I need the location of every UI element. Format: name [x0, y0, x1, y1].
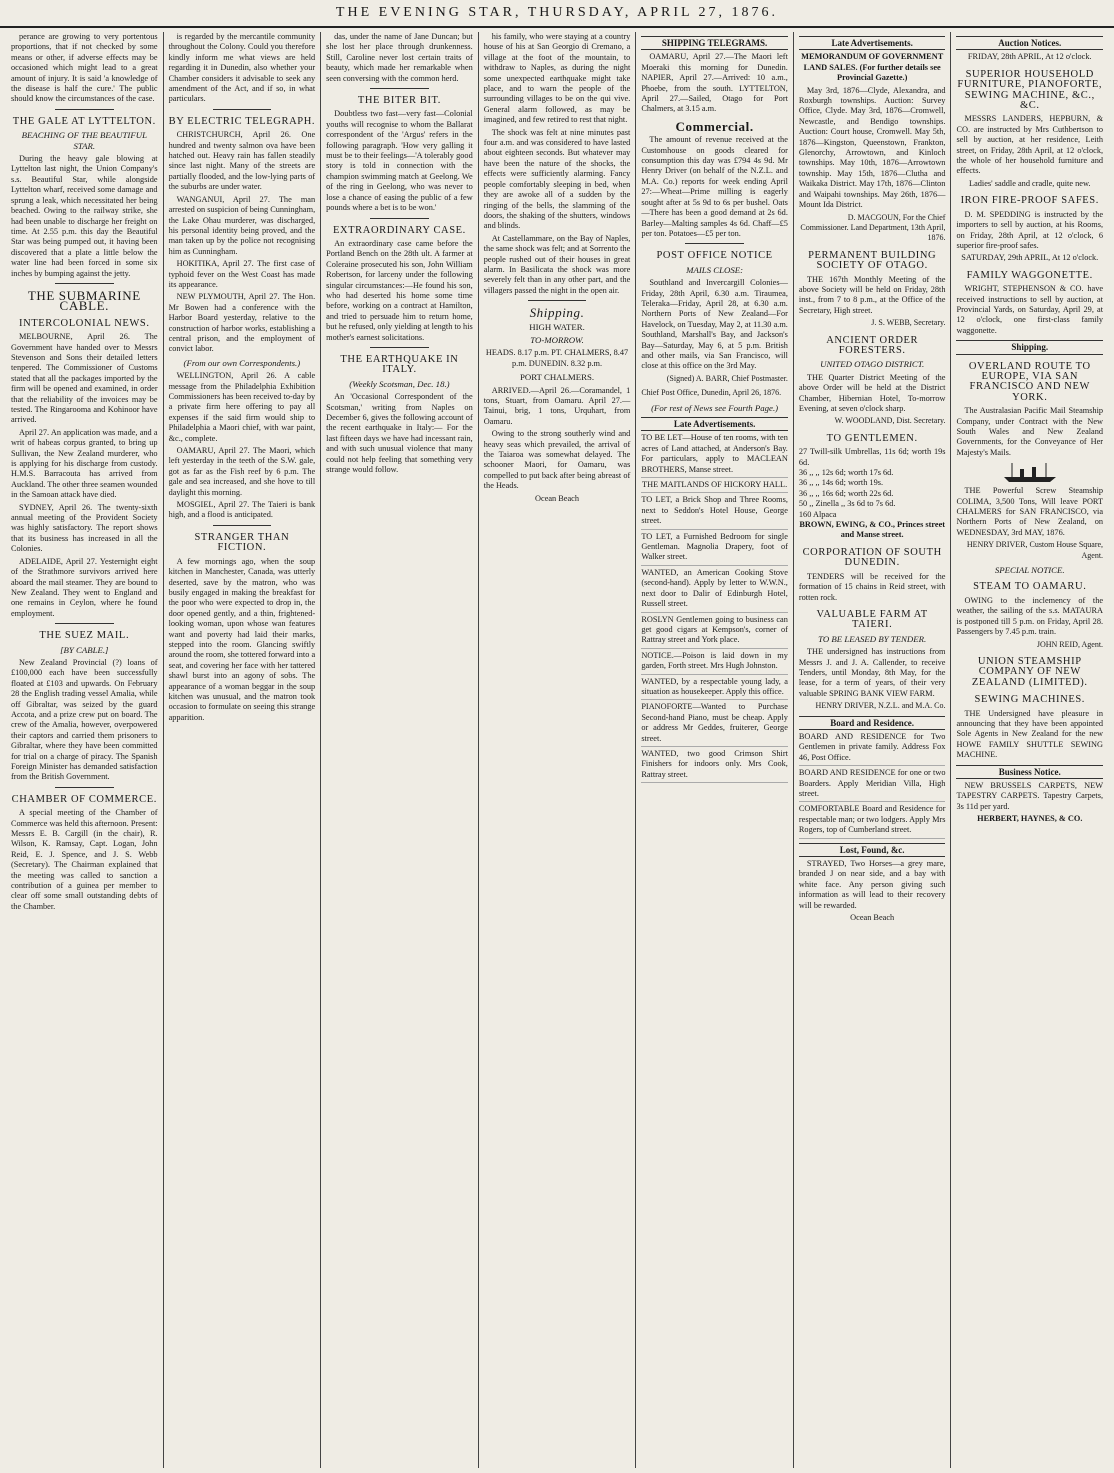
column-5: [636, 32, 794, 1468]
headline-intercolonial: INTERCOLONIAL NEWS.: [19, 317, 150, 329]
headline-late-ads: Late Advertisements.: [799, 36, 946, 50]
headline-corporation: CORPORATION OF SOUTH DUNEDIN.: [802, 546, 942, 569]
subhead-gale: BEACHING OF THE BEAUTIFUL STAR.: [21, 130, 147, 151]
memo-title: MEMORANDUM OF GOVERNMENT LAND SALES. (For further details see Provincial Gazette.): [801, 52, 944, 83]
article-text: NEW BRUSSELS CARPETS, NEW TAPESTRY CARPETS. Tapestry Carpets, 3s 11d per yard.: [956, 780, 1104, 811]
classified-ad: NOTICE.—Poison is laid down in my garden, Forth street. Mrs Hugh Johnston.: [641, 651, 788, 675]
article-text: STRAYED, Two Horses—a grey mare, branded J on near side, and a bay with white face. Any person giving such information as will lead to their recovery will be rewarded.: [798, 859, 946, 910]
headline-business: Business Notice.: [956, 765, 1103, 779]
price-row: 36 ,, ,, 16s 6d; worth 22s 6d.: [798, 488, 894, 498]
price-row: 36 ,, ,, 12s 6d; worth 17s 6d.: [798, 468, 894, 478]
footer-text: Ocean Beach: [850, 913, 895, 923]
continued-note: (For rest of News see Fourth Page.): [651, 402, 779, 413]
article-text: A few mornings ago, when the soup kitchen in Manchester, Canada, was utterly deserted, save by the matron, who was busily engaged in making the breakfast for the poor who were expected to drop in, the door opened gently, and a thin, frightened-looking woman, upon whose wan features want and poverty had laid their marks, stepped into the room. Glancing swiftly around the room, she tottered forward into a seat, and covering her face with her tattered shawl burst into an agony of sobs. The appearance of a woman beggar in the soup kitchen was unusual, and the matron took occasion to formulate on seeing this strange apparition.: [168, 556, 316, 722]
article-text: Ladies' saddle and cradle, quite new.: [969, 178, 1091, 188]
article-text: his family, who were staying at a country house of his at San Georgio di Cremano, a village at the foot of the mountain, to withdraw to Naples, as during the night some unexpected earthquake might take place, and to warn the people of the surrounding villages to be on the qui vive. General alarm followed, as may be imagined, and few retired to rest that night.: [483, 32, 631, 125]
subhead-high-water: HIGH WATER.: [529, 321, 585, 332]
signature: J. S. WEBB, Secretary.: [871, 318, 946, 328]
article-text: April 27. An application was made, and a writ of habeas corpus granted, to bring up Sullivan, the New Zealand murderer, who is applying for his discharge from custody. H.M.S. Barracouta has arrived from Auckland. The other three seamen wounded in the Samoan attack have died.: [11, 427, 158, 500]
article-text: ARRIVED.—April 26.—Coramandel, 1 tons, Stuart, from Oamaru. April 27.—Tainui, brig, 1 tons, Urquhart, from Oamaru.: [483, 385, 631, 426]
subhead-correspondents: (From our own Correspondents.): [183, 357, 301, 368]
column-3: [321, 32, 479, 1468]
article-text: das, under the name of Jane Duncan; but she lost her place through drunkenness. Still, Caroline never lost certain traits of beauty, which made her remarkable when seen conversing with the common herd.: [326, 32, 473, 83]
article-text: HOKITIKA, April 27. The first case of typhoid fever on the West Coast has made its appearance.: [168, 259, 316, 289]
article-text: MOSGIEL, April 27. The Taieri is bank high, and a flood is anticipated.: [168, 500, 316, 520]
subhead-mails: MAILS CLOSE:: [686, 264, 744, 275]
article-text: CHRISTCHURCH, April 26. One hundred and twenty salmon ova have been hatched out. Heavy rain has fallen steadily since last night. Many of the streets are partially flooded, and the low-lying parts of the suburbs are under water.: [168, 130, 316, 192]
advertiser-name: BROWN, EWING, & CO., Princes street and Manse street.: [799, 520, 946, 540]
masthead: THE EVENING STAR, THURSDAY, APRIL 27, 1876.: [0, 0, 1114, 28]
headline-shipping-telegrams: SHIPPING TELEGRAMS.: [641, 36, 788, 50]
headline-telegraph: BY ELECTRIC TELEGRAPH.: [168, 115, 316, 127]
headline-shipping: Shipping.: [956, 340, 1103, 354]
article-text: OAMARU, April 27. The Maori, which left yesterday in the teeth of the S.W. gale, got as far as the Fish reef by 6 p.m. The gale and sea increased, and she hove to till daylight this morning.: [168, 446, 316, 497]
footer-text: Ocean Beach: [535, 493, 580, 503]
headline-earthquake: THE EARTHQUAKE IN ITALY.: [340, 353, 459, 376]
classified-ad: BOARD AND RESIDENCE for Two Gentlemen in private family. Address Fox 46, Post Office.: [799, 732, 946, 766]
article-text: MELBOURNE, April 26. The Government have handed over to Messrs Stevenson and Sons their detailed letters tenpered. The Commissioner of Customs stated that all the packages imported by the firm will be opened and examined, in order that the reliability of the invoices may be tested. The Ringarooma and Kohinoor have arrived.: [11, 332, 158, 425]
headline-safes: IRON FIRE-PROOF SAFES.: [960, 195, 1099, 207]
article-text: THE Undersigned have pleasure in announcing that they have been appointed Sole Agents in New Zealand for the new HOWE FAMILY SHUTTLE SEWING MACHINE.: [956, 708, 1104, 760]
article-text: WRIGHT, STEPHENSON & CO. have received instructions to sell by auction, at Provincial Yards, on Saturday, April 29, at 12 o'clock, one first-class family waggonette.: [956, 284, 1104, 335]
headline-shipping: Shipping.: [529, 305, 585, 321]
article-text: WELLINGTON, April 26. A cable message from the Philadelphia Exhibition Commissioners has been received to-day by a private firm here offering to pay all expenses if the said firm would ship to Philadelphia a Maori chief, with war paint, &c., complete.: [168, 371, 316, 443]
article-text: An extraordinary case came before the Portland Bench on the 28th ult. A farmer at Coleraine prosecuted his son, John William Robertson, for larceny under the following singular circumstances:—He found his son, who had deserted his home some time before, working on a contract at Hamilton, and tried to persuade him to return home, but he refused, only yielding at length to his mother's earnest solicitations.: [326, 238, 473, 342]
classified-ad: THE MAITLANDS OF HICKORY HALL.: [641, 480, 788, 493]
classified-ad: TO LET, a Brick Shop and Three Rooms, next to Seddon's Hotel House, George street.: [641, 495, 788, 529]
dateline: Chief Post Office, Dunedin, April 26, 1876.: [641, 388, 782, 398]
newspaper-page: [0, 28, 1114, 1472]
classified-ad: COMFORTABLE Board and Residence for respectable man; or two lodgers. Apply Mrs Rogers, top of Cumberland street.: [799, 804, 946, 838]
price-row: 50 ,, Zinella ,, 3s 6d to 7s 6d.: [798, 499, 896, 509]
article-text: SYDNEY, April 26. The twenty-sixth annual meeting of the Provident Society was highly satisfactory. The report shows that its business has increased in all the Colonies.: [11, 502, 158, 554]
signature: D. MACGOUN, For the Chief Commissioner. Land Department, 13th April, 1876.: [800, 212, 946, 243]
article-text: At Castellammare, on the Bay of Naples, the same shock was felt; and at Sorrento the people rushed out of their houses in great alarm. In Basilicata the shock was more severely felt than in any other part, and the villagers passed the night in the open air.: [483, 233, 631, 295]
article-text: During the heavy gale blowing at Lyttelton last night, the Union Company's s.s. Beautiful Star, while alongside Lyttelton wharf, received some damage and sprung a leak, which necessitated her being beached. Owing to the railway strike, she had been unable to discharge her freight on time. At 2.55 p.m. this day the Beautiful Star was being pumped out, it having been discovered that a plate a little below the water line had been forced in some six inches by bumping against the jetty.: [11, 154, 158, 278]
article-text: New Zealand Provincial (?) loans of £100,000 each have been successfully floated at £103 and upwards. On February 28 the English trading vessel Amalia, while off Gibraltar, was seized by the guard Accota, and a prize crew put on board. The crew of the Amalia, however, overpowered their captors and carried them prisoners to Gibraltar, where they have been committed for trial on a charge of piracy. The Spanish Foreign Minister has demanded satisfaction from the British Government.: [11, 657, 158, 782]
headline-commercial: Commercial.: [675, 118, 754, 134]
auction-date: FRIDAY, 28th APRIL, At 12 o'clock.: [967, 52, 1092, 62]
signature: HENRY DRIVER, Custom House Square, Agent.: [966, 540, 1104, 560]
headline-cable: THE SUBMARINE CABLE.: [27, 287, 141, 314]
classified-ad: WANTED, an American Cooking Stove (second-hand). Apply by letter to W.W.N., next door to Dalir of Edinburgh Hotel, Russell street.: [641, 568, 788, 613]
subhead-special: SPECIAL NOTICE.: [994, 565, 1065, 576]
auction-date: SATURDAY, 29th APRIL, At 12 o'clock.: [961, 253, 1099, 263]
headline-steam: STEAM TO OAMARU.: [973, 581, 1087, 593]
column-6: [794, 32, 952, 1468]
headline-union: UNION STEAMSHIP COMPANY OF NEW ZEALAND (LIMITED).: [971, 655, 1088, 688]
headline-biter: THE BITER BIT.: [357, 95, 442, 107]
headline-gale: THE GALE AT LYTTELTON.: [12, 115, 156, 127]
subhead-port: PORT CHALMERS.: [519, 372, 595, 383]
headline-suez: THE SUEZ MAIL.: [39, 630, 130, 642]
article-text: D. M. SPEDDING is instructed by the importers to sell by auction, at his Rooms, on Friday, 28th April, at 12 o'clock, 6 superior fire-proof safes.: [956, 209, 1104, 250]
advertiser-name: HERBERT, HAYNES, & CO.: [977, 814, 1083, 824]
headline-farm: VALUABLE FARM AT TAIERI.: [816, 608, 928, 631]
headline-extraordinary: EXTRAORDINARY CASE.: [332, 224, 466, 236]
headline-sewing: SEWING MACHINES.: [974, 694, 1086, 706]
subhead-earthquake: (Weekly Scotsman, Dec. 18.): [349, 378, 450, 389]
subhead-tomorrow: TO-MORROW.: [530, 334, 584, 345]
subhead-suez: [BY CABLE.]: [60, 644, 109, 655]
article-text: OAMARU, April 27.—The Maori left Moeraki this morning for Dunedin. NAPIER, April 27.—Arrived: 10 a.m., Phoebe, from the south. LYTTELTON, April 27.—Sailed, Otago for Port Chalmers, at 3.15 a.m.: [641, 52, 788, 114]
article-text: MESSRS LANDERS, HEPBURN, & CO. are instructed by Mrs Cuthbertson to sell by auction, at her residence, Leith street, on Friday, 28th April, at 12 o'clock, the whole of her household furniture and effects.: [956, 114, 1104, 176]
article-text: Southland and Invercargill Colonies—Friday, 28th April, 6.30 a.m. Tiraumea, Teleraka—Friday, April 28, at 6.30 a.m. Northern Ports of New Zealand—For Havelock, on Tuesday, May 2, at 11.30 a.m. Southland, Marshall's Bay, and Jackson's Bay—Saturday, May 6, at 5 p.m. British and other mails, via San Francisco, will close at this office on the 3rd May.: [641, 278, 788, 371]
article-text: THE 167th Monthly Meeting of the above Society will be held on Friday, 28th inst., from 7 to 8 p.m., at the Office of the Secretary, High street.: [798, 274, 946, 315]
signature: (Signed) A. BARR, Chief Postmaster.: [666, 373, 788, 383]
classified-ad: PIANOFORTE—Wanted to Purchase Second-hand Piano, must be cheap. Apply or address Mr Geddes, fruiterer, George street.: [641, 702, 788, 747]
headline-chamber: CHAMBER OF COMMERCE.: [11, 793, 157, 805]
article-text: The Australasian Pacific Mail Steamship Company, under Contract with the New South Wales and New Zealand Governments, for the Conveyance of Her Majesty's Mails.: [956, 406, 1104, 457]
signature: JOHN REID, Agent.: [1036, 639, 1104, 649]
price-row: 27 Twill-silk Umbrellas, 11s 6d; worth 19s 6d.: [798, 447, 946, 467]
article-text: May 3rd, 1876—Clyde, Alexandra, and Roxburgh townships. Auction: Survey Office, Clyde. May 3rd, 1876—Cromwell, Newcastle, and Bendigo townships. Auction: Court house, Cromwell. May 5th, 1876—Kingston, Queenstown, Frankton, Glenorchy, Arrowtown, and Kinloch townships. May 10th, 1876—Arrowtown township. May 15th, 1876—Clutha and Waikaka District. May 17th, 1876—Clinton and Waipahi townships. May 26th, 1876—Mount Ida District.: [798, 85, 946, 210]
article-text: A special meeting of the Chamber of Commerce was held this afternoon. Present: Messrs E. B. Cargill (in the chair), R. Wilson, K. Ramsay, Capt. Logan, John Reid, E. J. Spence, and J. S. Webb (Secretary). The Chairman explained that the meeting was called to sanction a contribution of a guinea per member to clear off some small outstanding debts of the Chamber.: [11, 808, 158, 911]
article-text: perance are growing to very portentous proportions, that if not checked by some means or other, if adverse effects may be occasioned which might lead to a great amount of injury. It is said 'a knowledge of the disease is half the cure.' The public should know the circumstances of the case.: [11, 32, 158, 104]
article-text: The shock was felt at nine minutes past four a.m. and was considered to have lasted about eighteen seconds. But whatever may have been the nature of the shocks, the effects were sufficiently alarming. Fancy people comfortably sleeping in bed, when they are awoke all of a sudden by the ringing of the bells, the slamming of the doors, the shaking of the shutters, windows and blinds.: [483, 127, 631, 231]
classified-ad: BOARD AND RESIDENCE for one or two Boarders. Apply Meridian Villa, High street.: [799, 768, 946, 802]
headline-foresters: ANCIENT ORDER FORESTERS.: [826, 334, 919, 356]
column-1: [6, 32, 164, 1468]
article-text: ADELAIDE, April 27. Yesternight eight of the Strathmore survivors arrived here aboard the mail steamer. They are bound to New Zealand. They went to England and one remains in Ceylon, where he found employment.: [11, 556, 158, 618]
article-text: THE Quarter District Meeting of the above Order will be held at the District Chamber, Hibernian Hotel, To-morrow Evening, at seven o'clock sharp.: [798, 372, 946, 413]
column-4: [479, 32, 637, 1468]
classified-ad: TO BE LET—House of ten rooms, with ten acres of Land attached, at Anderson's Bay. For particulars, apply to MACLEAN BROTHERS, Manse street.: [641, 433, 788, 478]
headline-building-society: PERMANENT BUILDING SOCIETY OF OTAGO.: [808, 249, 937, 272]
classified-ad: ROSLYN Gentlemen going to business can get good cigars at Kempson's, corner of Rattray street and York place.: [641, 615, 788, 649]
article-text: An 'Occasional Correspondent of the Scotsman,' writing from Naples on December 6, gives the following account of the recent earthquake in Italy:— For the last fifteen days we have had incessant rain, and with such unusual violence that many could not help feeling that something very strange would follow.: [326, 392, 473, 475]
article-text: Owing to the strong southerly wind and heavy seas which prevailed, the arrival of the Taiaroa was somewhat delayed. The schooner Maori, for Oamaru, was compelled to put back after being abreast of the Heads.: [483, 429, 631, 491]
article-text: THE Powerful Screw Steamship COLIMA, 3,500 Tons, Will leave PORT CHALMERS for SAN FRANCISCO, via Northern Ports of New Zealand, on WEDNESDAY, 3rd MAY, 1876.: [956, 486, 1104, 537]
column-2: [164, 32, 322, 1468]
classified-ad: WANTED, by a respectable young lady, a situation as housekeeper. Apply this office.: [641, 677, 788, 701]
article-text: is regarded by the mercantile community throughout the Colony. Could you therefore kindly inform me what views are held regarding it in Dunedin, also whether your Chamber considers it advisable to seek any amendment of the Act, and if so, in what particulars.: [168, 32, 316, 104]
headline-gentlemen: TO GENTLEMEN.: [826, 432, 918, 444]
column-7: [951, 32, 1108, 1468]
headline-lost: Lost, Found, &c.: [799, 843, 946, 857]
article-text: OWING to the inclemency of the weather, the sailing of the s.s. MATAURA is postponed till 5 p.m. on Friday, April 28. Passengers by 7.45 p.m. train.: [956, 595, 1104, 637]
article-text: THE undersigned has instructions from Messrs J. and J. A. Callender, to receive Tenders, until Monday, 8th May, for the lease, for a term of years, of their very valuable SPRING BANK VIEW FARM.: [798, 647, 946, 698]
article-text: Doubtless two fast—very fast—Colonial youths will recognise to whom the Ballarat correspondent of the 'Argus' refers in the following paragraph. 'How very galling it must be to their feelings—'A tolerably good story is told in connection with the champion swimming match at Geelong. We of the ring in Geelong, who was never to lose a chance of easing the public of a few pounds where a bet is to be won.': [326, 109, 473, 213]
article-text: TENDERS will be received for the formation of 15 chains in Reid street, with rotten rock.: [798, 571, 946, 602]
price-row: 160 Alpaca: [798, 509, 837, 519]
classified-ad: WANTED, two good Crimson Shirt Finishers for indoors only. Mrs Cook, Rattray street.: [641, 749, 788, 783]
headline-post-office: POST OFFICE NOTICE: [656, 250, 773, 262]
article-text: The amount of revenue received at the Customhouse on goods cleared for consumption this day was £794 4s 9d. Mr Henry Driver (on behalf of the N.Z.L. and M.A. Co.) reports for week ending April 27:—Wheat—Prime milling is eagerly sought after at 5s 9d to 6s per bushel. Oats—There has been a good demand at 2s 6d. Barley—Malting samples 4s 6d. Chaff—£5 per ton. Potatoes—£5 per ton.: [641, 135, 788, 238]
headline-board: Board and Residence.: [799, 716, 946, 730]
subhead-farm: TO BE LEASED BY TENDER.: [818, 633, 927, 644]
article-text: WANGANUI, April 27. The man arrested on suspicion of being Cunningham, the Lake Ohau murderer, was discharged, his personal identity being proved, and the man taken up by the police not recognising him as Cunningham.: [168, 194, 316, 256]
headline-furniture: SUPERIOR HOUSEHOLD FURNITURE, PIANOFORTE, SEWING MACHINE, &C., &C.: [957, 68, 1103, 112]
headline-stranger: STRANGER THAN FICTION.: [194, 531, 290, 554]
price-row: 36 ,, ,, 14s 6d; worth 19s.: [798, 478, 884, 488]
signature: HENRY DRIVER, N.Z.L. and M.A. Co.: [815, 701, 946, 711]
headline-waggonette: FAMILY WAGGONETTE.: [966, 269, 1093, 281]
headline-late-ads: Late Advertisements.: [641, 417, 788, 431]
headline-overland: OVERLAND ROUTE TO EUROPE, VIA SAN FRANCISCO AND NEW YORK.: [968, 360, 1091, 403]
article-text: NEW PLYMOUTH, April 27. The Hon. Mr Bowen had a conference with the Harbor Board yesterday, relative to the construction of harbor works, establishing a central prison, and the employment of convict labor.: [168, 292, 316, 354]
steamship-icon: [1000, 461, 1060, 483]
classified-ad: TO LET, a Furnished Bedroom for single Gentleman. Magnolia Drapery, foot of Walker street.: [641, 532, 788, 566]
subhead-foresters: UNITED OTAGO DISTRICT.: [820, 359, 925, 370]
high-water-row: HEADS. 8.17 p.m. PT. CHALMERS, 8.47 p.m. DUNEDIN. 8.32 p.m.: [485, 348, 629, 368]
headline-auction: Auction Notices.: [956, 36, 1103, 50]
signature: W. WOODLAND, Dist. Secretary.: [834, 416, 946, 426]
